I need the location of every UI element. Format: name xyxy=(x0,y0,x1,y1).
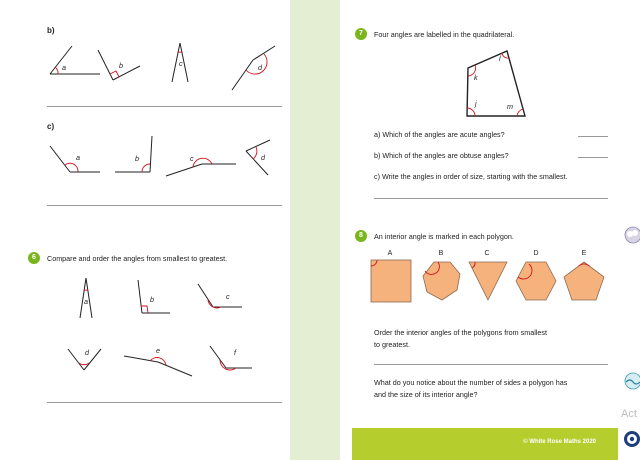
polygon-label-a: A xyxy=(387,250,393,257)
question-7a-text: a) Which of the angles are acute angles? xyxy=(374,130,505,139)
cloud-mascot-icon[interactable] xyxy=(622,226,640,244)
angle-label-b-c: c xyxy=(179,59,183,68)
question-8-prompt: An interior angle is marked in each polygon. xyxy=(374,232,514,241)
angle-label-c-b: b xyxy=(135,154,139,163)
right-worksheet-page xyxy=(340,0,618,460)
question-8-order-line1: Order the interior angles of the polygons from smallest xyxy=(374,328,547,337)
polygon-e-pentagon xyxy=(564,262,604,300)
copyright-text: © White Rose Maths 2020 xyxy=(523,439,596,445)
angle-label-b-b: b xyxy=(119,61,123,70)
angle-q6-e xyxy=(124,356,192,376)
question-8-order-line2: to greatest. xyxy=(374,340,410,349)
section-b-label: b) xyxy=(47,26,55,35)
angle-label-b-d: d xyxy=(258,63,262,72)
footer-bar xyxy=(352,428,618,460)
angle-label-c-d: d xyxy=(261,153,265,162)
polygon-d-hexagon xyxy=(516,262,556,300)
quad-angle-label-j: j xyxy=(475,99,477,108)
angle-label-b-a: a xyxy=(62,63,66,72)
angle-label-q6-a: a xyxy=(84,297,88,306)
angle-label-q6-e: e xyxy=(156,346,160,355)
angle-label-q6-c: c xyxy=(226,292,230,301)
question-8-notice-line2: and the size of its interior angle? xyxy=(374,390,478,399)
answer-line-8-order xyxy=(374,364,608,365)
activate-watermark-text: Act xyxy=(621,408,637,420)
polygon-b-heptagon xyxy=(423,262,460,300)
polygon-label-e: E xyxy=(581,250,587,257)
white-rose-logo-icon xyxy=(622,428,640,450)
polygon-label-b: B xyxy=(438,250,444,257)
question-7-badge: 7 xyxy=(355,28,367,40)
quad-angle-label-m: m xyxy=(507,102,513,111)
angle-label-c-a: a xyxy=(76,153,80,162)
answer-line-q6 xyxy=(47,402,282,403)
angle-label-q6-f: f xyxy=(234,348,236,357)
question-6-prompt: Compare and order the angles from smallest to greatest. xyxy=(47,254,228,263)
left-worksheet-page xyxy=(0,0,290,460)
polygon-a-square xyxy=(371,260,411,302)
wave-mascot-icon[interactable] xyxy=(622,372,640,390)
question-8-badge: 8 xyxy=(355,230,367,242)
question-6-angles xyxy=(0,0,290,460)
page-gutter-band xyxy=(290,0,340,460)
quad-angle-label-l: l xyxy=(499,54,501,63)
question-7-prompt: Four angles are labelled in the quadrilateral. xyxy=(374,30,515,39)
angle-q6-c xyxy=(198,284,242,308)
angle-q6-f xyxy=(210,346,252,370)
polygon-label-d: D xyxy=(533,250,539,257)
question-8-notice-line1: What do you notice about the number of sides a polygon has xyxy=(374,378,568,387)
question-7b-text: b) Which of the angles are obtuse angles? xyxy=(374,151,509,160)
quad-angle-label-k: k xyxy=(474,73,478,82)
question-6-badge: 6 xyxy=(28,252,40,264)
polygon-c-triangle xyxy=(469,262,507,300)
question-7c-text: c) Write the angles in order of size, starting with the smallest. xyxy=(374,172,568,181)
polygon-label-c: C xyxy=(484,250,490,257)
angle-q6-b xyxy=(138,280,170,313)
angle-label-q6-b: b xyxy=(150,295,154,304)
angle-label-q6-d: d xyxy=(85,348,89,357)
section-c-label: c) xyxy=(47,122,55,131)
angle-label-c-c: c xyxy=(190,154,194,163)
